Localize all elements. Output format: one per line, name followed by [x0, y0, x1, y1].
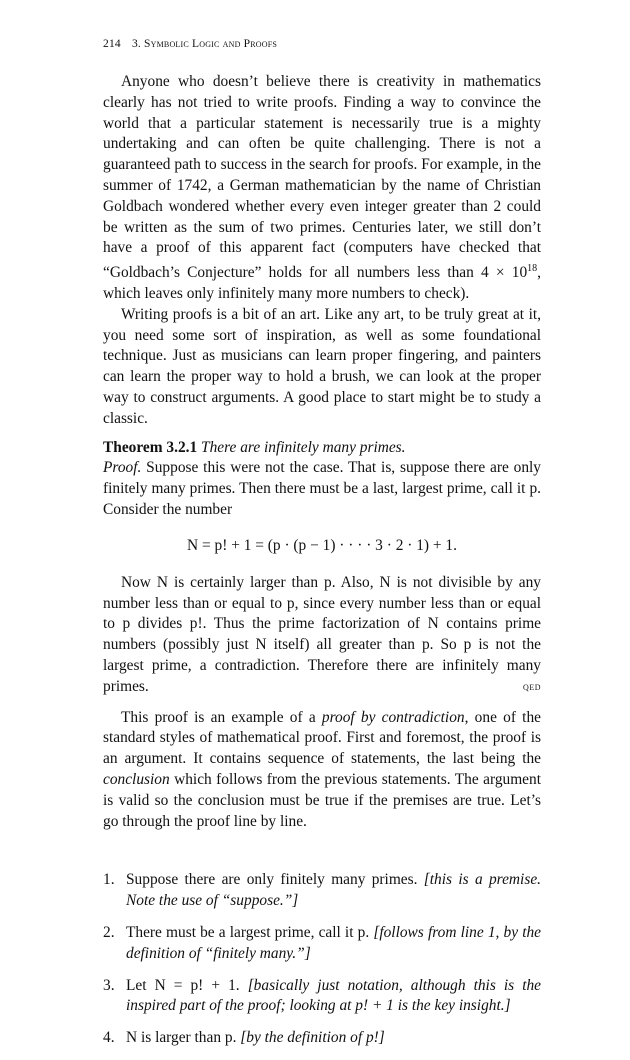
intro-paragraph-2: Writing proofs is a bit of an art. Like any art, to be truly great at it, you need some sort of inspiration, as well as some foundational technique. Just as musicians can learn proper fingering, and painters can learn the proper way to hold a brush, we can look at the proper way to construct arguments. A good place to start might be to study a classic. — [103, 305, 541, 427]
exponent: 18 — [527, 263, 538, 275]
qed-mark: qed — [523, 680, 541, 693]
proof-paragraph-2: Now N is certainly larger than p. Also, N is not divisible by any number less than or equal to p, since every number less than or equal to p divides p!. Thus the prime factorization of N contains prime numbers (possibly just N itself) all greater than p. So p is not the largest prime, a contradiction. Therefore there are infinitely many primes. qed — [103, 573, 541, 698]
chapter-title: 3. Symbolic Logic and Proofs — [131, 38, 278, 50]
book-page — [103, 38, 541, 1060]
equation: N = p! + 1 = (p · (p − 1) · · · · 3 · 2 · 1) + 1. — [187, 536, 457, 554]
discussion-paragraph: This proof is an example of a proof by contradiction, one of the standard styles of mathematical proof. First and foremost, the proof is an argument. It contains sequence of statements, the last being the conclusion which follows from the previous statements. The argument is valid so the conclusion must be true if the premises are true. Let’s go through the proof line by line. — [103, 708, 541, 830]
list-item: 1. Suppose there are only finitely many primes. [this is a premise. Note the use of “suppose.”] — [103, 871, 541, 910]
running-head — [103, 38, 541, 50]
intro-paragraph-1: Anyone who doesn’t believe there is creativity in mathematics clearly has not tried to write proofs. Finding a way to convince the world that a particular statement is necessarily true is a mighty undertaking and can often be quite challenging. There is not a guaranteed path to success in the search for proofs. For example, in the summer of 1742, a German mathematician by the name of Christian Goldbach wondered whether every even integer greater than 2 could be written as the sum of two primes. Centuries later, we still don’t have a proof of this apparent fact (computers have checked that “Goldbach’s Conjecture” holds for all numbers less than $4 \times 10^{18}$, which leaves only infinitely many more numbers to check). — [103, 73, 541, 303]
theorem — [103, 438, 541, 459]
list-item: 4. N is larger than p. [by the definition of p!] — [103, 1029, 385, 1047]
theorem-label: Theorem 3.2.1 — [103, 438, 198, 456]
term-proof-by-contradiction: proof by contradiction — [321, 708, 465, 726]
proof-label: Proof. — [103, 459, 142, 477]
proof-steps-list — [103, 870, 541, 1049]
proof-paragraph-1: Proof. Suppose this were not the case. That is, suppose there are only finitely many primes. Then there must be a last, largest prime, call it p. Consider the number — [103, 459, 541, 519]
list-item: 2. There must be a largest prime, call it p. [follows from line 1, by the definition of “finitely many.”] — [103, 924, 541, 962]
term-conclusion: conclusion — [103, 771, 170, 789]
page-number: 214 — [103, 38, 121, 50]
theorem-statement: There are infinitely many primes. — [201, 438, 406, 456]
list-item: 3. Let N = p! + 1. [basically just notation, although this is the inspired part of the proof; looking at p! + 1 is the key insight.] — [103, 976, 541, 1015]
